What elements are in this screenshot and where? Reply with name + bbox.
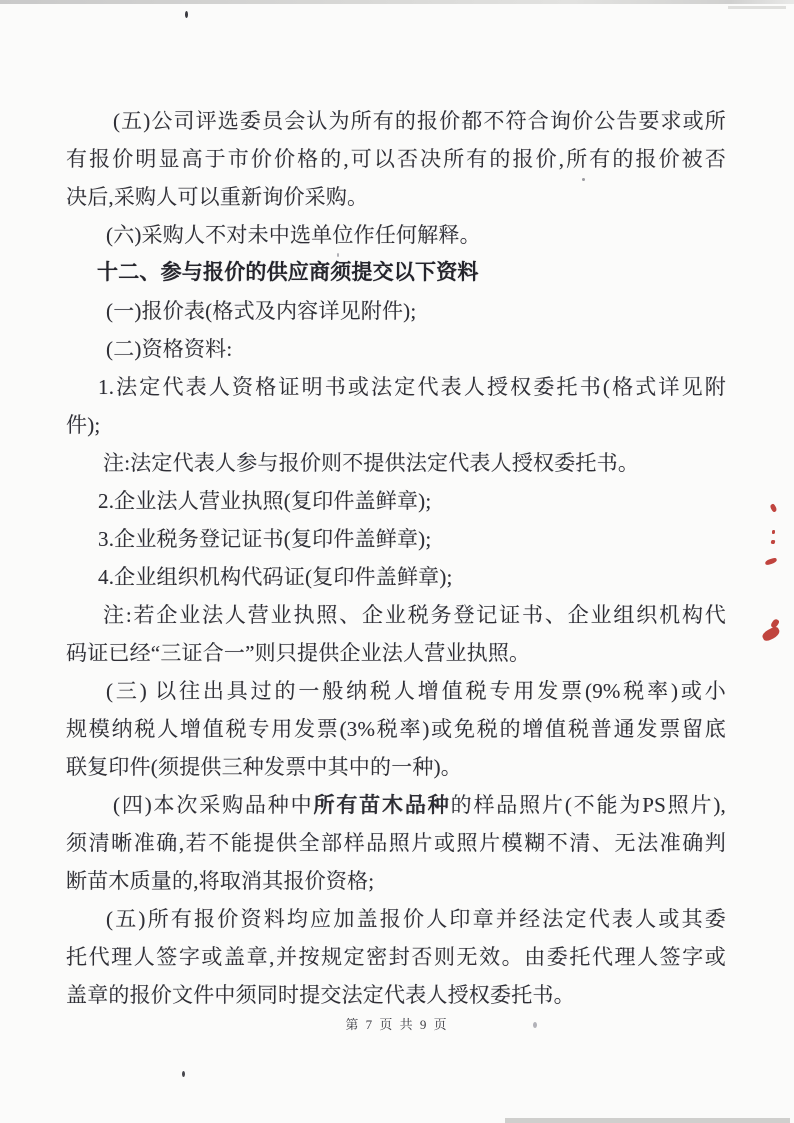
scan-speck [582, 178, 585, 181]
text-segment: 托代理人签字或盖章,并按规定密封否则无效。由委托代理人签字或 [66, 945, 726, 969]
text-segment: (三) 以往出具过的一般纳税人增值税专用发票(9%税率)或小 [106, 679, 726, 703]
scan-edge-top [0, 0, 794, 4]
text-line [66, 330, 726, 368]
red-ink-mark [771, 540, 776, 545]
text-line [66, 482, 726, 520]
page-footer [0, 1014, 794, 1036]
text-line [66, 862, 726, 900]
red-ink-mark [772, 530, 775, 534]
text-line [66, 368, 726, 406]
text-segment: 盖章的报价文件中须同时提交法定代表人授权委托书。 [66, 983, 575, 1007]
red-ink-mark [761, 625, 782, 642]
text-segment: 断苗木质量的,将取消其报价资格; [66, 869, 375, 893]
text-segment: 2.企业法人营业执照(复印件盖鲜章); [98, 489, 432, 513]
text-segment: (五)所有报价资料均应加盖报价人印章并经法定代表人或其委 [106, 907, 726, 931]
text-line [66, 672, 726, 710]
document-body [66, 102, 726, 1014]
text-segment: 件); [66, 413, 101, 437]
text-segment: 3.企业税务登记证书(复印件盖鲜章); [98, 527, 432, 551]
scan-speck [182, 1071, 185, 1077]
red-ink-mark [765, 557, 778, 565]
text-line [66, 900, 726, 938]
text-segment: (一)报价表(格式及内容详见附件); [106, 299, 417, 323]
text-line [66, 786, 726, 824]
text-segment: 须清晰准确,若不能提供全部样品照片或照片模糊不清、无法准确判 [66, 831, 726, 855]
text-line [66, 444, 726, 482]
text-segment: 决后,采购人可以重新询价采购。 [66, 185, 369, 209]
text-segment: (四)本次采购品种中 [113, 793, 314, 817]
scan-edge-top-right [728, 6, 786, 9]
text-segment: 联复印件(须提供三种发票中其中的一种)。 [66, 755, 462, 779]
text-segment: 规模纳税人增值税专用发票(3%税率)或免税的增值税普通发票留底 [66, 717, 726, 741]
text-line [66, 748, 726, 786]
text-segment: 码证已经“三证合一”则只提供企业法人营业执照。 [66, 641, 531, 665]
scan-edge-bottom [505, 1118, 790, 1123]
text-line [66, 824, 726, 862]
text-segment: 的样品照片(不能为PS照片), [450, 793, 726, 817]
text-segment: 4.企业组织机构代码证(复印件盖鲜章); [98, 565, 453, 589]
text-line [66, 520, 726, 558]
emphasized-text: 所有苗木品种 [313, 793, 451, 817]
text-segment: (五)公司评选委员会认为所有的报价都不符合询价公告要求或所 [113, 109, 726, 133]
page-number: 第 7 页 共 9 页 [345, 1017, 449, 1032]
section-heading [66, 254, 726, 292]
text-line [66, 938, 726, 976]
text-line [66, 102, 726, 140]
text-line [66, 710, 726, 748]
scan-speck [533, 1022, 537, 1028]
red-ink-mark [769, 503, 777, 512]
text-line [66, 178, 726, 216]
emphasized-text: 十二、参与报价的供应商须提交以下资料 [97, 261, 479, 284]
text-line [66, 634, 726, 672]
text-segment: 注:若企业法人营业执照、企业税务登记证书、企业组织机构代 [103, 603, 726, 627]
text-segment: (六)采购人不对未中选单位作任何解释。 [106, 223, 481, 247]
text-segment: (二)资格资料: [106, 337, 233, 361]
text-line [66, 558, 726, 596]
text-line [66, 140, 726, 178]
text-line [66, 292, 726, 330]
text-segment: 注:法定代表人参与报价则不提供法定代表人授权委托书。 [103, 451, 640, 475]
text-segment: 有报价明显高于市价价格的,可以否决所有的报价,所有的报价被否 [66, 147, 726, 171]
text-line [66, 596, 726, 634]
scan-speck [337, 253, 339, 257]
text-line [66, 406, 726, 444]
scan-speck [185, 11, 188, 18]
text-segment: 1.法定代表人资格证明书或法定代表人授权委托书(格式详见附 [98, 375, 726, 399]
text-line [66, 976, 726, 1014]
text-line [66, 216, 726, 254]
